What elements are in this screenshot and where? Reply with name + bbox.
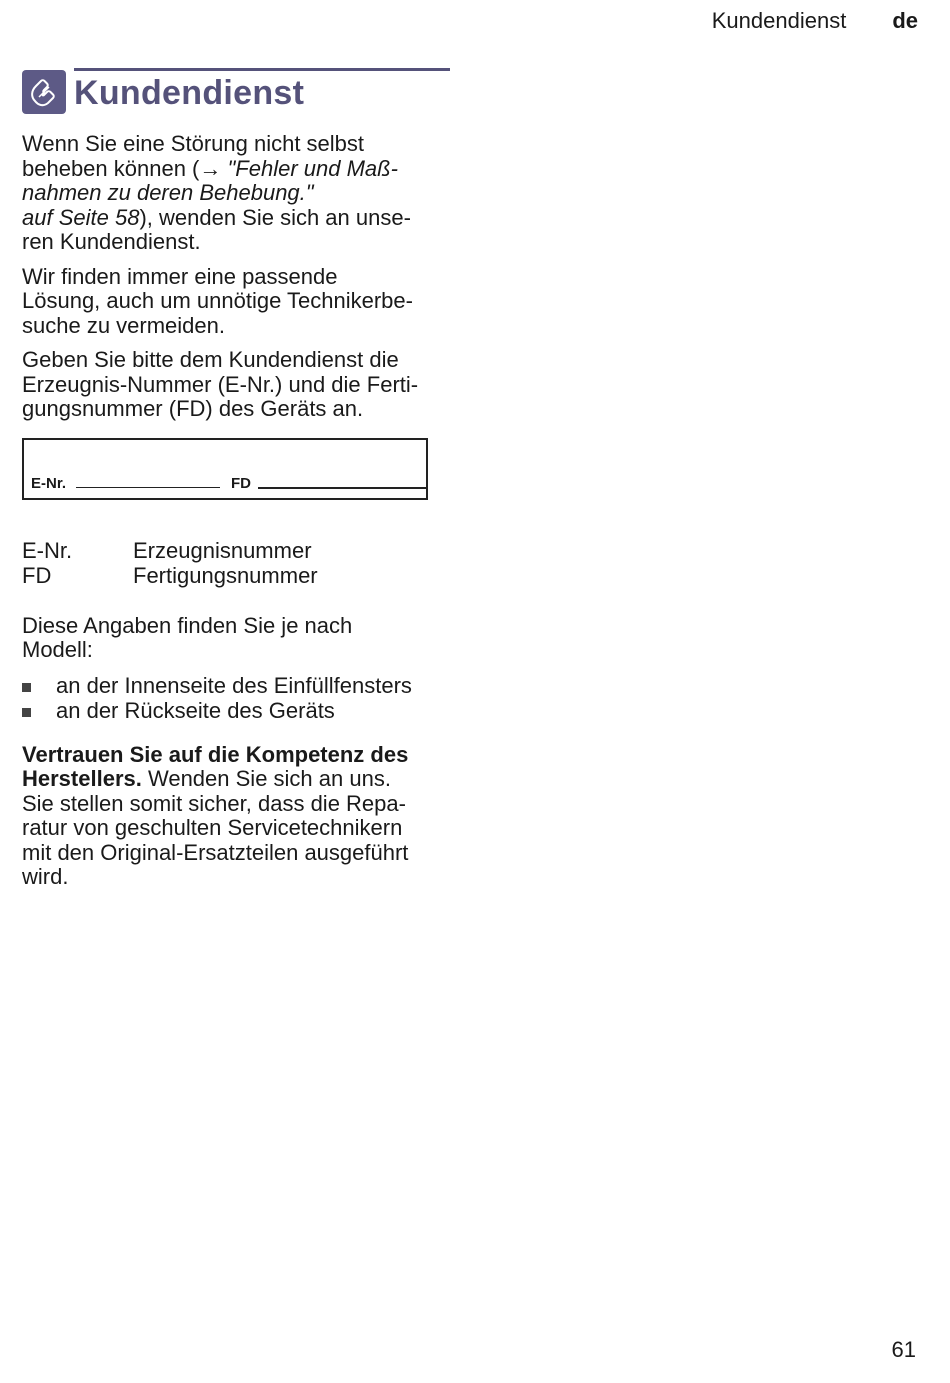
trust-bold-line-1: Vertrauen Sie auf die Kompetenz des bbox=[22, 741, 409, 767]
phone-handset-icon bbox=[22, 70, 66, 114]
solution-line-2: Lösung, auch um unnötige Technikerbe- bbox=[22, 288, 413, 313]
definition-description: Fertigungsnummer bbox=[133, 562, 318, 588]
heading-rule bbox=[74, 68, 450, 71]
definition-row bbox=[22, 538, 450, 563]
reference-link-part-2[interactable]: nahmen zu deren Behebung." bbox=[22, 180, 314, 205]
definition-row bbox=[22, 563, 450, 588]
numbers-paragraph bbox=[22, 348, 450, 422]
numbers-line-1: Geben Sie bitte dem Kundendienst die bbox=[22, 347, 399, 372]
running-head-language: de bbox=[892, 8, 918, 33]
numbers-line-2: Erzeugnis-Nummer (E-Nr.) und die Ferti- bbox=[22, 371, 419, 397]
trust-line-3: Sie stellen somit sicher, dass die Repa- bbox=[22, 790, 406, 816]
intro-line-5: ren Kundendienst. bbox=[22, 229, 201, 254]
location-list bbox=[22, 673, 450, 723]
trust-bold-line-2: Herstellers. bbox=[22, 766, 142, 791]
definition-list bbox=[22, 538, 450, 588]
reference-page-link[interactable]: auf Seite 58 bbox=[22, 204, 140, 230]
reference-arrow-icon: → bbox=[199, 155, 222, 181]
rating-plate-box bbox=[22, 438, 428, 500]
running-head bbox=[712, 8, 918, 34]
intro-line-4: ), wenden Sie sich an unse- bbox=[139, 204, 411, 230]
list-item bbox=[22, 673, 450, 698]
definition-term: E-Nr. bbox=[22, 537, 73, 563]
enr-label: E-Nr. bbox=[31, 474, 67, 492]
list-item-text: an der Innenseite des Einfüllfensters bbox=[56, 672, 412, 698]
square-bullet-icon bbox=[22, 708, 31, 717]
content-column bbox=[22, 68, 450, 890]
reference-link-part-1[interactable]: "Fehler und Maß- bbox=[227, 155, 398, 181]
list-item bbox=[22, 698, 450, 723]
fd-label: FD bbox=[231, 474, 251, 492]
location-line-1: Diese Angaben finden Sie je nach bbox=[22, 612, 353, 638]
square-bullet-icon bbox=[22, 683, 31, 692]
trust-line-2-rest: Wenden Sie sich an uns. bbox=[141, 766, 391, 791]
running-head-section: Kundendienst bbox=[711, 8, 847, 33]
enr-line bbox=[76, 487, 220, 488]
location-intro bbox=[22, 614, 450, 663]
trust-line-6: wird. bbox=[22, 864, 69, 889]
trust-paragraph bbox=[22, 743, 450, 890]
trust-line-4: ratur von geschulten Servicetechnikern bbox=[22, 815, 403, 840]
intro-line-1: Wenn Sie eine Störung nicht selbst bbox=[22, 131, 365, 156]
solution-paragraph bbox=[22, 265, 450, 339]
fd-line bbox=[258, 487, 428, 489]
page-number: 61 bbox=[891, 1337, 916, 1362]
numbers-line-3: gungsnummer (FD) des Geräts an. bbox=[22, 396, 364, 421]
location-line-2: Modell: bbox=[22, 637, 93, 662]
trust-line-5: mit den Original-Ersatzteilen ausgeführt bbox=[22, 839, 409, 865]
definition-description: Erzeugnisnummer bbox=[133, 537, 312, 563]
definition-term: FD bbox=[22, 562, 52, 588]
intro-line-2: beheben können ( bbox=[22, 155, 200, 181]
list-item-text: an der Rückseite des Geräts bbox=[56, 697, 335, 723]
intro-paragraph bbox=[22, 132, 450, 255]
solution-line-3: suche zu vermeiden. bbox=[22, 312, 225, 338]
solution-line-1: Wir finden immer eine passende bbox=[22, 263, 338, 289]
section-title: Kundendienst bbox=[74, 74, 305, 112]
section-heading bbox=[22, 68, 450, 116]
